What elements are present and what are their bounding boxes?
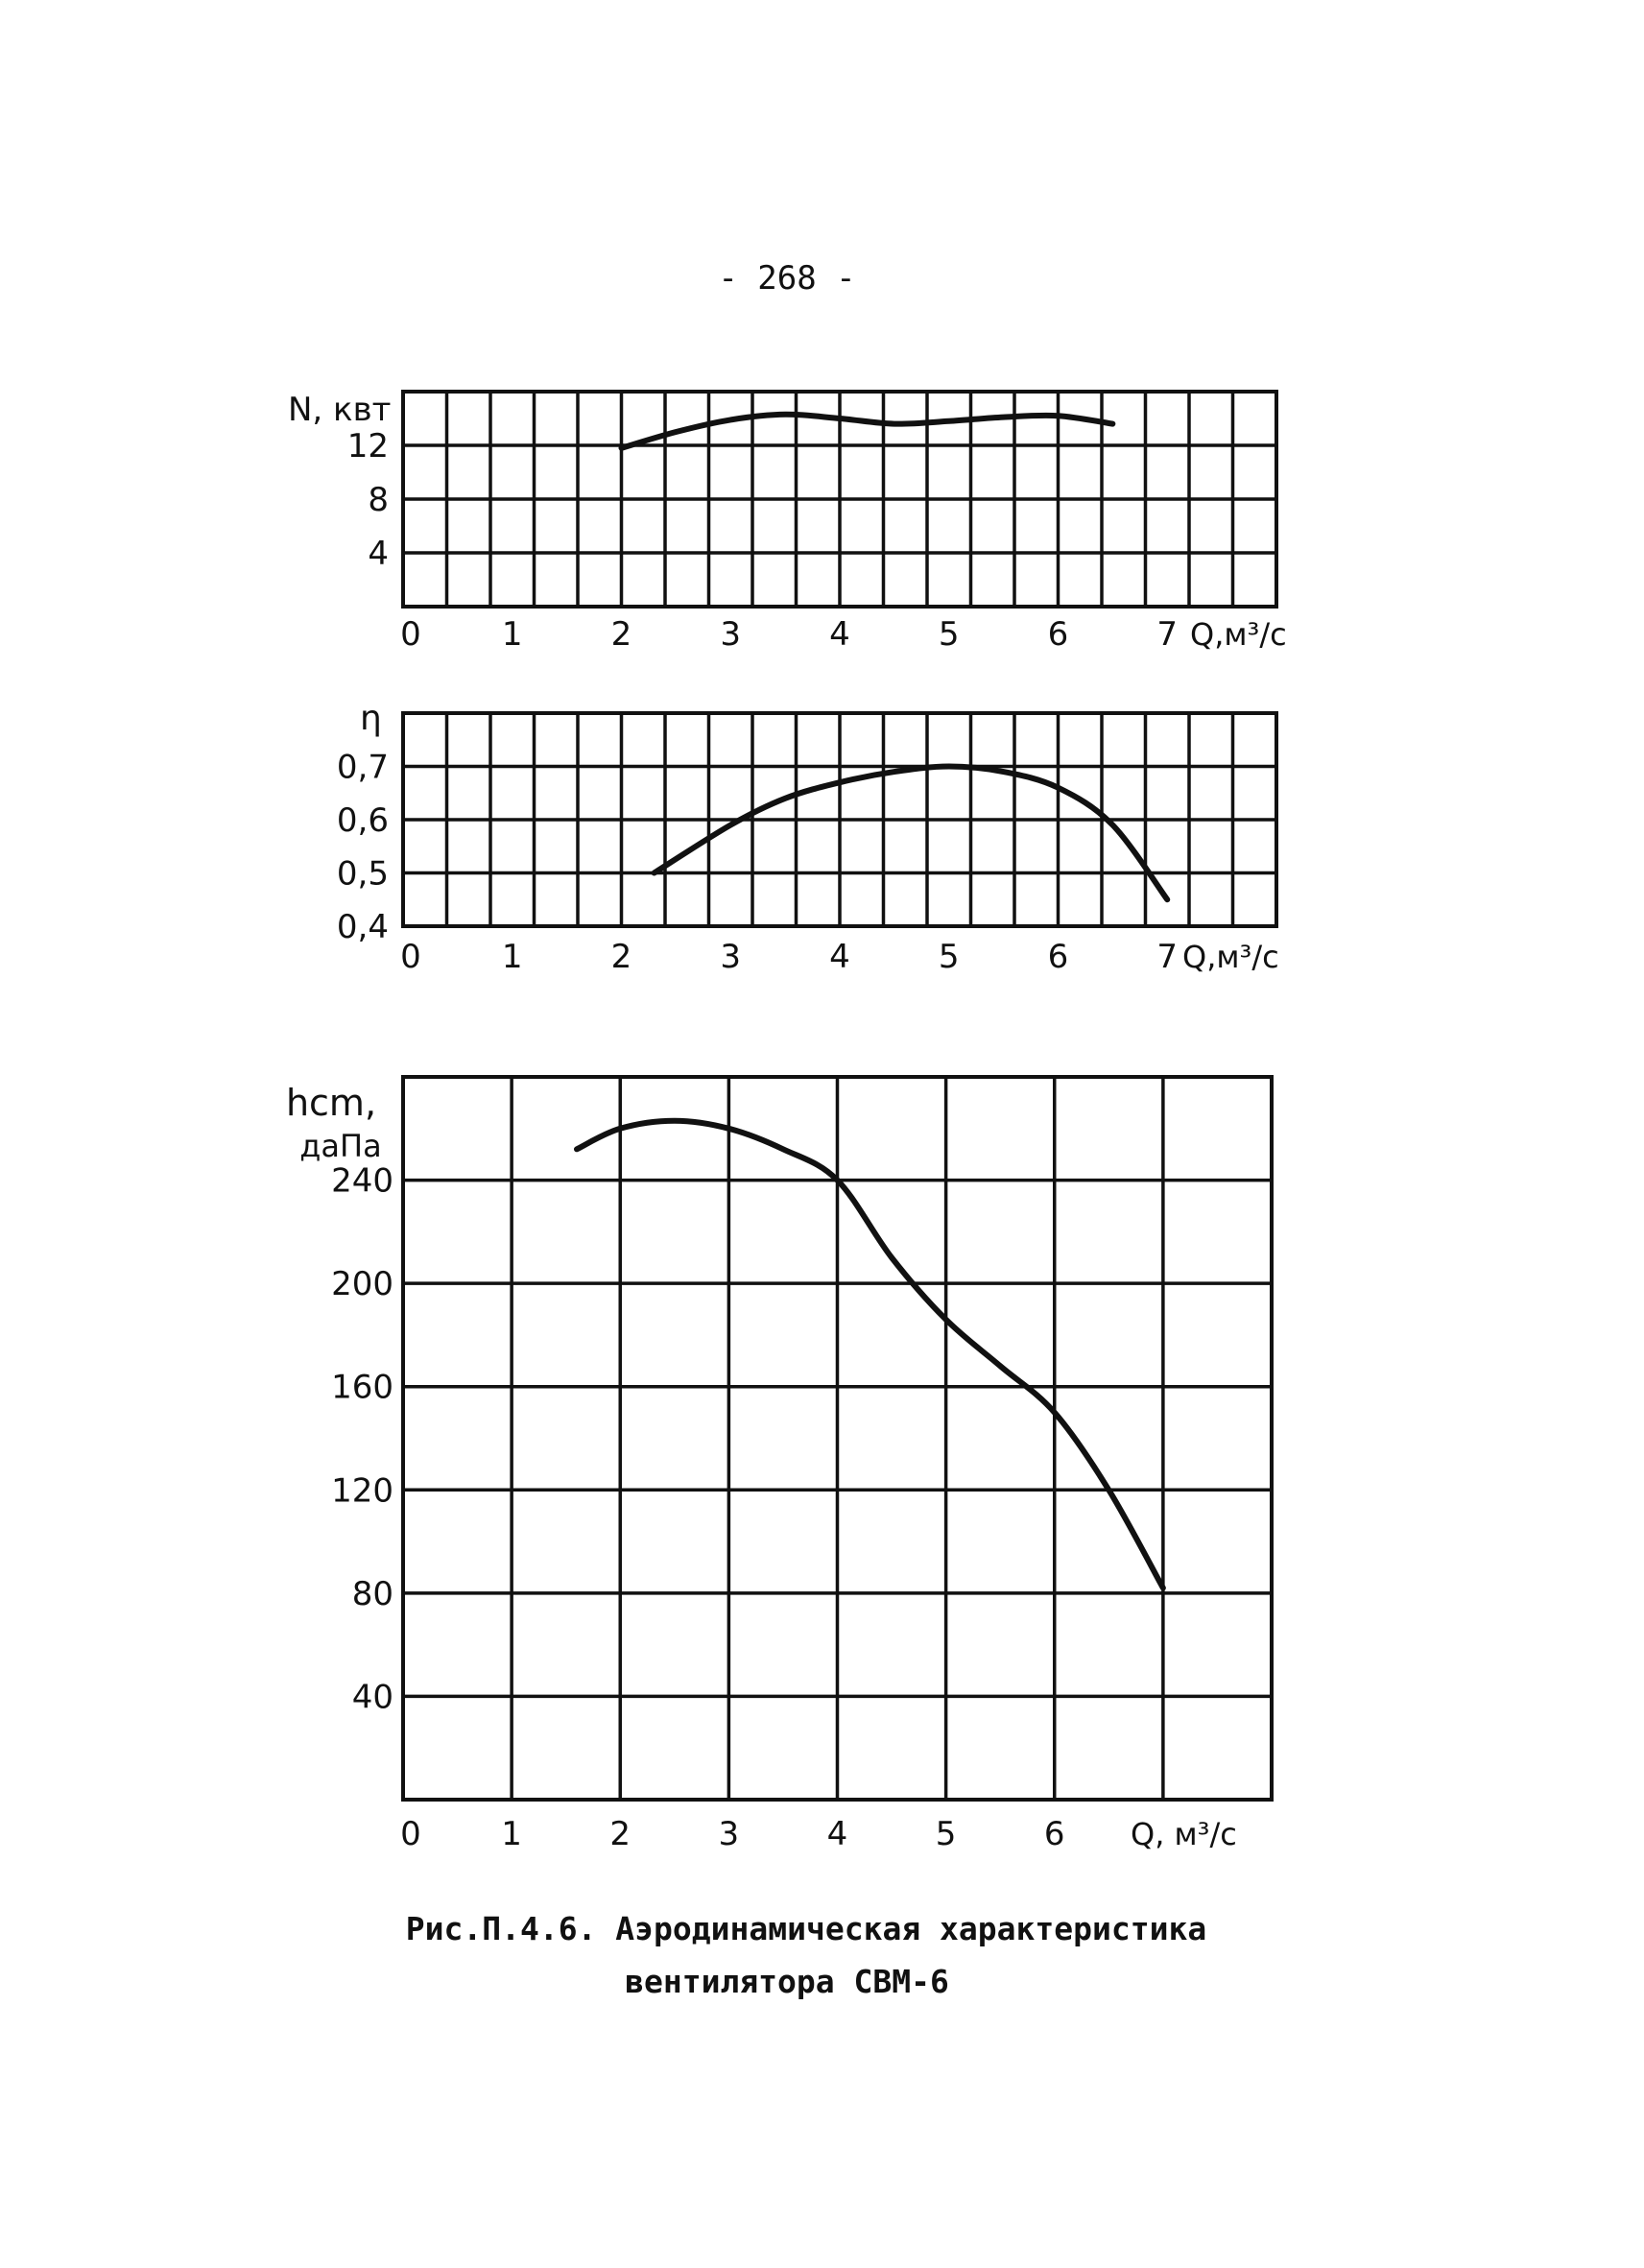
x-tick-label: 7 bbox=[1156, 938, 1179, 976]
y-tick-label: 240 bbox=[331, 1161, 393, 1201]
x-tick-label: 1 bbox=[501, 615, 523, 654]
y-tick-label: 120 bbox=[331, 1471, 393, 1511]
y-tick-label: 160 bbox=[331, 1368, 393, 1407]
x-axis-label: Q,м³/с bbox=[1182, 939, 1279, 975]
x-tick-label: 5 bbox=[935, 1815, 957, 1853]
y-tick-label: 0,5 bbox=[336, 854, 389, 894]
x-axis-label: Q,м³/с bbox=[1190, 616, 1287, 653]
x-tick-label: 2 bbox=[610, 615, 632, 654]
x-tick-label: 0 bbox=[400, 615, 421, 654]
figure-caption-line2: вентилятора СВМ-6 bbox=[625, 1963, 949, 2000]
x-axis-label: Q, м³/с bbox=[1131, 1816, 1237, 1852]
x-tick-label: 6 bbox=[1047, 615, 1069, 654]
series-line-N bbox=[622, 415, 1113, 448]
y-tick-label: 12 bbox=[346, 427, 389, 466]
y-tick-label: 80 bbox=[351, 1574, 393, 1613]
figure-caption-line1: Рис.П.4.6. Аэродинамическая характеристика bbox=[405, 1910, 1207, 1947]
x-tick-label: 4 bbox=[826, 1815, 848, 1853]
y-tick-label: 200 bbox=[331, 1265, 393, 1304]
x-tick-label: 0 bbox=[400, 938, 421, 976]
y-tick-label: 0,7 bbox=[336, 748, 389, 787]
x-tick-label: 2 bbox=[610, 938, 632, 976]
x-tick-label: 5 bbox=[938, 615, 960, 654]
y-tick-label: 0,6 bbox=[336, 801, 389, 840]
y-axis-label: η bbox=[360, 699, 382, 738]
x-tick-label: 1 bbox=[501, 938, 523, 976]
y-tick-label: 0,4 bbox=[336, 908, 389, 946]
series-line-η bbox=[655, 767, 1168, 900]
series-line-hст bbox=[577, 1121, 1163, 1588]
x-tick-label: 4 bbox=[829, 938, 850, 976]
y-tick-label: 8 bbox=[368, 481, 389, 519]
y-tick-label: 4 bbox=[368, 535, 389, 573]
page-number: - 268 - bbox=[718, 259, 856, 298]
x-tick-label: 3 bbox=[718, 1815, 740, 1853]
x-tick-label: 5 bbox=[938, 938, 960, 976]
x-tick-label: 4 bbox=[829, 615, 850, 654]
x-tick-label: 2 bbox=[609, 1815, 631, 1853]
x-tick-label: 3 bbox=[720, 615, 742, 654]
x-tick-label: 3 bbox=[720, 938, 742, 976]
x-tick-label: 6 bbox=[1047, 938, 1069, 976]
y-tick-label: 40 bbox=[351, 1678, 393, 1717]
y-axis-label: N, квт bbox=[288, 391, 392, 429]
x-tick-label: 7 bbox=[1156, 615, 1179, 654]
y-axis-label: hcm, bbox=[285, 1082, 377, 1124]
x-tick-label: 1 bbox=[501, 1815, 522, 1853]
x-tick-label: 6 bbox=[1043, 1815, 1065, 1853]
y-axis-unit-label: даПа bbox=[299, 1128, 382, 1164]
x-tick-label: 0 bbox=[400, 1815, 421, 1853]
